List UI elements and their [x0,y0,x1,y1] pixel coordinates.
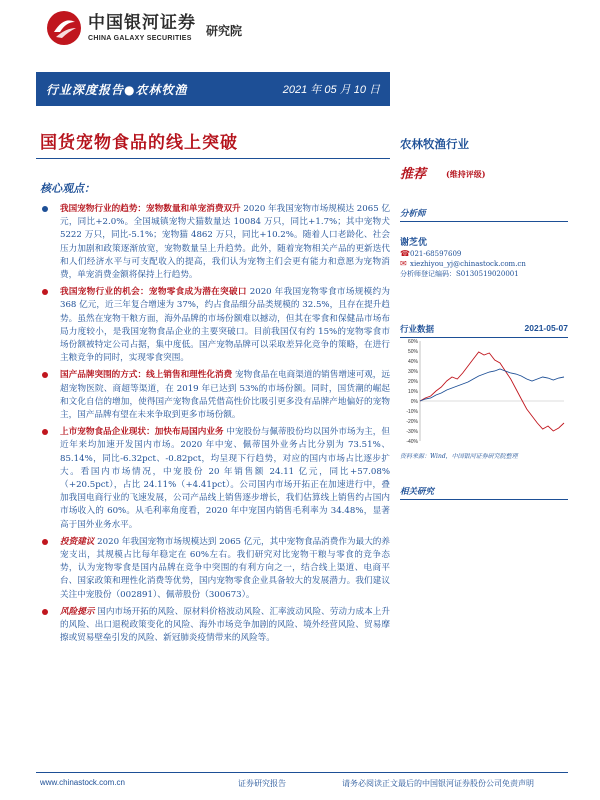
series-line-0 [420,352,564,431]
bullet-dot-icon [42,539,48,545]
footer-disclaimer: 请务必阅读正文最后的中国银河证券股份公司免责声明 [342,779,534,788]
bullet-lead: 投资建议 [60,536,95,547]
bullet-listed-companies [40,426,390,532]
rating-label: 推荐 [400,167,427,182]
y-tick-label: 40% [407,359,418,365]
bullet-lead: 我国宠物行业的机会：宠物零食成为潜在突破口 [60,287,247,298]
report-date: 2021 年 05 月 10 日 [282,84,380,96]
report-title: 国货宠物食品的线上突破 [40,133,238,153]
report-type: 行业深度报告●农林牧渔 [46,82,188,97]
y-tick-label: -10% [406,409,418,415]
industry-data-heading [400,323,568,338]
analyst-name: 谢芝优 [400,238,428,248]
bullet-text: 2020 年我国宠物零食市场规模约为 368 亿元，近三年复合增速为 37%，约占食品细分品类规模的 32.5%，且存在提升趋势。虽然在宠物干粮方面，海外品牌的市场份额难以撼动，但其在零食和保健品市场布局力度较小，是我国宠物食品企业的主要突破口。目前我国仅有约 15%的宠物零食市场份额被特定公司占据，集中度低。国产宠物品牌可以采取差异化竞争的策略，在进行主粮竞争的同时，实现零食突围。 [60,287,390,364]
company-logo [46,8,242,48]
rating-note: (维持评级) [446,169,486,179]
y-tick-label: -30% [406,429,418,435]
bullet-text: 宠物食品在电商渠道的销售增速可观，远超宠物医院、商超等渠道，在 2019 年已达到 53%的市场份额。同时，国货潮的崛起和文化自信的增加，使得国产宠物食品凭借高性价比吸引更多没有品牌产地偏好的宠物主，国产品牌有望在未来争取到更多市场份额。 [60,370,390,421]
bullet-trend [40,203,390,282]
bullet-text: 2020 年我国宠物市场规模达 2065 亿元，同比+2.0%。全国城镇宠物犬猫数量达 10084 万只，同比+1.7%；其中宠物犬 5222 万只，同比-5.1%；宠物猫 4862 万只，同比+10.2%。随着人口老龄化、社会压力加剧和政策逐渐放宽，宠物数量呈上升趋势。此外，随着宠物相关产品的更新迭代和人们经济水平与可支配收入的提高，我们认为宠物主们会更有能力和意愿为宠物消费，单宠消费金额将保持上行趋势。 [60,204,390,281]
bullet-dot-icon [42,206,48,212]
y-tick-label: 50% [407,349,418,355]
y-tick-label: -40% [406,439,418,445]
bullet-text: 2020 年我国宠物市场规模达到 2065 亿元，其中宠物食品消费作为最大的养宠支出，其规模占比每年稳定在 60%左右。我们研究对比宠物干粮与零食的竞争态势，认为宠物零食是国内品牌在竞争中突围的有利方向之一，结合线上渠道、电商平台、国家政策和理性化消费等优势，国内宠物零食企业具备较大的发展潜力。我们建议关注中宠股份（002891）、佩蒂股份（300673）。 [60,536,390,600]
y-tick-label: 0% [410,399,418,405]
bullet-investment [40,536,390,602]
y-tick-label: 60% [407,339,418,345]
bullet-opportunity [40,286,390,365]
analyst-phone [400,249,461,259]
footer-divider [36,772,568,773]
bullet-dot-icon [42,429,48,435]
analyst-email[interactable] [400,259,526,269]
bullet-lead: 我国宠物行业的趋势：宠物数量和单宠消费双升 [60,204,241,214]
bullet-dot-icon [42,372,48,378]
core-views-heading: 核心观点： [40,182,95,195]
logo-en-text: CHINA GALAXY SECURITIES [88,34,192,42]
email-text[interactable]: xiezhiyou_yj@chinastock.com.cn [410,260,526,268]
title-divider [36,158,390,159]
phone-icon: ☎ [400,249,410,258]
y-tick-label: 30% [407,369,418,375]
y-tick-label: 10% [407,389,418,395]
bullet-risk [40,606,390,646]
bullet-lead: 上市宠物食品企业现状：加快布局国内业务 [60,427,224,438]
series-line-1 [420,369,564,401]
galaxy-logo-icon [46,10,82,46]
bullet-dot-icon [42,289,48,295]
industry-data-date: 2021-05-07 [524,323,568,333]
bullet-text: 国内市场开拓的风险、原材料价格波动风险、汇率波动风险、劳动力成本上升的风险、出口退税政策变化的风险、海外市场竞争加剧的风险、境外经营风险、贸易摩擦或贸易壁垒引发的风险、新冠肺炎疫情带来的风险等。 [60,606,390,644]
industry-data-title: 行业数据 [400,325,435,335]
core-views-list [40,203,390,650]
bullet-lead: 国产品牌突围的方式：线上销售和理性化消费 [60,370,233,381]
analyst-heading: 分析师 [400,207,568,222]
related-research-heading: 相关研究 [400,485,568,500]
report-banner [36,72,390,106]
footer-website-link[interactable]: www.chinastock.com.cn [40,778,125,787]
footer-report-type: 证券研究报告 [238,779,286,788]
bullet-dot-icon [42,609,48,615]
bullet-lead: 风险提示 [60,606,95,617]
logo-cn-text: 中国银河证券 [88,12,196,33]
bullet-text: 中宠股份与佩蒂股份均以国外市场为主，但近年来均加速开发国内市场。2020 年中宠、佩蒂国外业务占比分别为 73.51%、85.14%，同比-6.32pct、-0.82pct，均呈现下行趋势，对应的国内市场占比逐步扩大。看国内市场情况，中宠股份 20 年销售额 24.11 亿元，同比+57.08%（+20.5pct），占比 24.11%（+4.41pct）。公司国内市场开拓正在加速进行中，叠加我国电商行业的飞速发展，公司产品线上销售逐步增长，我们估算线上销售约占国内市场收入的 60%。从毛利率角度看，2020 年中宠国内销售毛利率为 34.48%，显著高于国外业务水平。 [60,427,390,530]
y-tick-label: 20% [407,379,418,385]
analyst-cert: 分析师登记编码：S0130519020001 [400,270,519,278]
industry-name: 农林牧渔行业 [400,137,469,151]
y-tick-label: -20% [406,419,418,425]
email-icon: ✉ [400,259,407,268]
chart-source: 资料来源：Wind，中国银河证券研究院整理 [400,453,518,460]
phone-text: 021-68597609 [410,250,462,258]
institute-label: 研究院 [206,23,243,38]
industry-performance-chart [400,337,568,447]
bullet-breakthrough [40,369,390,422]
